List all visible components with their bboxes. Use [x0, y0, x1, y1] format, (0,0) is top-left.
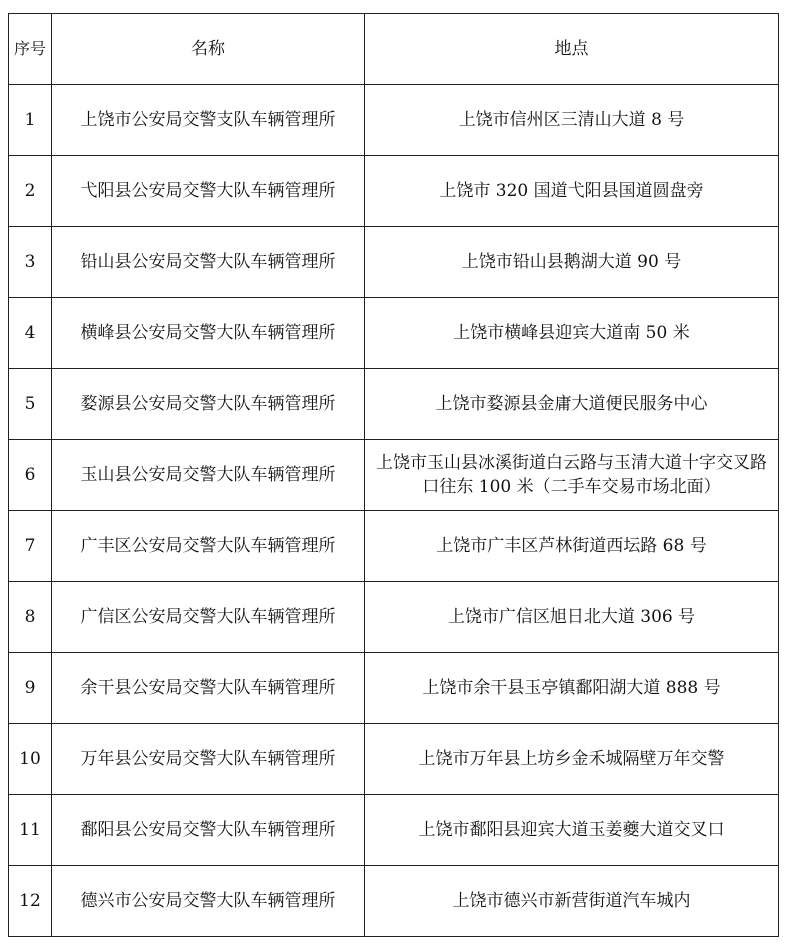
table-row	[9, 369, 779, 440]
office-location-cell: 上饶市广信区旭日北大道 306 号	[365, 582, 779, 653]
table-row	[9, 227, 779, 298]
header-name: 名称	[52, 14, 365, 85]
serial-number-cell: 11	[9, 795, 52, 866]
table-body	[9, 85, 779, 937]
office-location-cell: 上饶市广丰区芦林街道西坛路 68 号	[365, 511, 779, 582]
office-name-cell: 横峰县公安局交警大队车辆管理所	[52, 298, 365, 369]
table-row	[9, 866, 779, 937]
serial-number-cell: 9	[9, 653, 52, 724]
table-row	[9, 511, 779, 582]
office-location-cell: 上饶市横峰县迎宾大道南 50 米	[365, 298, 779, 369]
office-name-cell: 弋阳县公安局交警大队车辆管理所	[52, 156, 365, 227]
serial-number-cell: 5	[9, 369, 52, 440]
serial-number-cell: 10	[9, 724, 52, 795]
office-name-cell: 上饶市公安局交警支队车辆管理所	[52, 85, 365, 156]
table-row	[9, 582, 779, 653]
office-location-cell: 上饶市玉山县冰溪街道白云路与玉清大道十字交叉路口往东 100 米（二手车交易市场北面）	[365, 440, 779, 511]
office-name-cell: 广信区公安局交警大队车辆管理所	[52, 582, 365, 653]
office-location-cell: 上饶市鄱阳县迎宾大道玉姜夔大道交叉口	[365, 795, 779, 866]
serial-number-cell: 2	[9, 156, 52, 227]
vehicle-office-table	[8, 13, 779, 937]
office-name-cell: 婺源县公安局交警大队车辆管理所	[52, 369, 365, 440]
office-location-cell: 上饶市婺源县金庸大道便民服务中心	[365, 369, 779, 440]
office-name-cell: 鄱阳县公安局交警大队车辆管理所	[52, 795, 365, 866]
office-name-cell: 铅山县公安局交警大队车辆管理所	[52, 227, 365, 298]
serial-number-cell: 4	[9, 298, 52, 369]
office-location-cell: 上饶市铅山县鹅湖大道 90 号	[365, 227, 779, 298]
table-row	[9, 795, 779, 866]
office-location-cell: 上饶市余干县玉亭镇鄱阳湖大道 888 号	[365, 653, 779, 724]
office-location-cell: 上饶市万年县上坊乡金禾城隔壁万年交警	[365, 724, 779, 795]
table-row	[9, 298, 779, 369]
serial-number-cell: 1	[9, 85, 52, 156]
serial-number-cell: 7	[9, 511, 52, 582]
table-row	[9, 85, 779, 156]
table-row	[9, 440, 779, 511]
office-location-cell: 上饶市德兴市新营街道汽车城内	[365, 866, 779, 937]
header-serial-number: 序号	[9, 14, 52, 85]
table-header-row	[9, 14, 779, 85]
office-name-cell: 余干县公安局交警大队车辆管理所	[52, 653, 365, 724]
office-name-cell: 广丰区公安局交警大队车辆管理所	[52, 511, 365, 582]
table-row	[9, 653, 779, 724]
table-row	[9, 724, 779, 795]
office-name-cell: 德兴市公安局交警大队车辆管理所	[52, 866, 365, 937]
table-row	[9, 156, 779, 227]
serial-number-cell: 12	[9, 866, 52, 937]
office-name-cell: 万年县公安局交警大队车辆管理所	[52, 724, 365, 795]
header-location: 地点	[365, 14, 779, 85]
serial-number-cell: 8	[9, 582, 52, 653]
office-location-cell: 上饶市 320 国道弋阳县国道圆盘旁	[365, 156, 779, 227]
serial-number-cell: 6	[9, 440, 52, 511]
serial-number-cell: 3	[9, 227, 52, 298]
office-name-cell: 玉山县公安局交警大队车辆管理所	[52, 440, 365, 511]
office-location-cell: 上饶市信州区三清山大道 8 号	[365, 85, 779, 156]
